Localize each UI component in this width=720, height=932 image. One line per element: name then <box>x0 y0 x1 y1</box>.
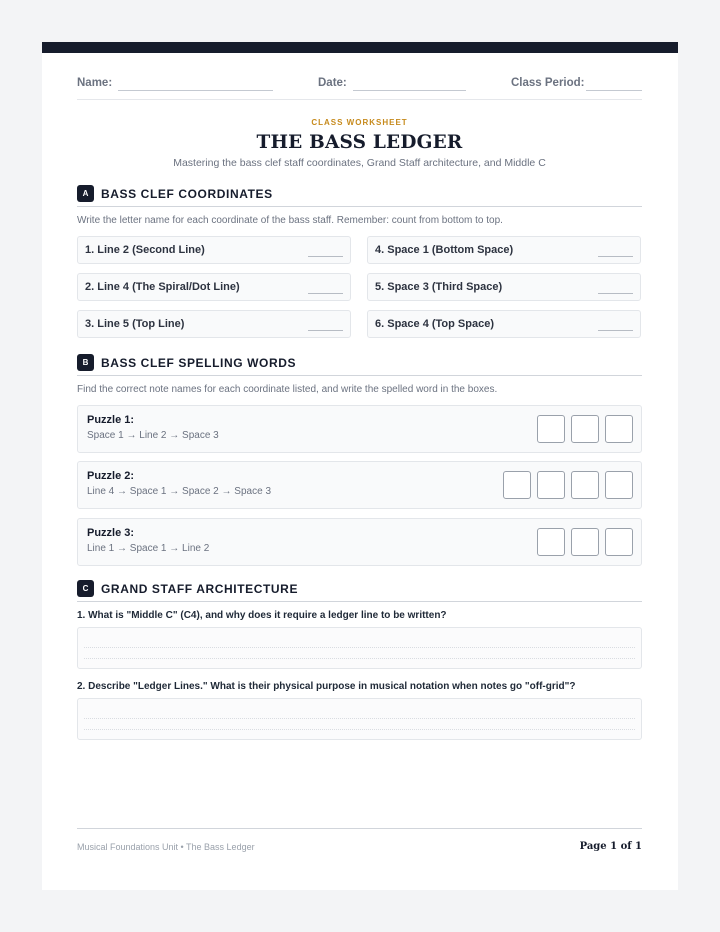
letter-box[interactable] <box>537 415 565 443</box>
coordinate-answer-line[interactable] <box>308 330 343 331</box>
top-accent-bar <box>42 42 678 53</box>
worksheet-eyebrow: CLASS WORKSHEET <box>311 118 408 127</box>
puzzle-card <box>77 518 642 566</box>
coordinate-item <box>77 310 351 338</box>
answer-box-1[interactable] <box>77 627 642 669</box>
question-1: 1. What is "Middle C" (C4), and why does it require a ledger line to be written? <box>77 610 447 621</box>
section-c-title: GRAND STAFF ARCHITECTURE <box>101 582 299 596</box>
section-a-rule <box>77 206 642 207</box>
answer-guide-line <box>84 718 635 719</box>
class-period-field[interactable] <box>586 90 642 91</box>
letter-box[interactable] <box>605 528 633 556</box>
coordinate-answer-line[interactable] <box>308 293 343 294</box>
section-b-badge: B <box>77 354 94 371</box>
section-a-instruction: Write the letter name for each coordinate of the bass staff. Remember: count from bottom to top. <box>77 215 503 226</box>
puzzle-sequence: Line 1 → Space 1 → Line 2 <box>87 543 210 554</box>
page-number: Page 1 of 1 <box>579 841 642 852</box>
coordinate-answer-line[interactable] <box>598 293 633 294</box>
answer-guide-line <box>84 647 635 648</box>
section-a-title: BASS CLEF COORDINATES <box>101 187 273 201</box>
coordinate-item <box>77 236 351 264</box>
coordinate-label: 4. Space 1 (Bottom Space) <box>375 244 514 256</box>
puzzle-sequence: Line 4 → Space 1 → Space 2 → Space 3 <box>87 486 271 497</box>
coordinate-label: 1. Line 2 (Second Line) <box>85 244 205 256</box>
letter-boxes <box>537 415 633 443</box>
letter-box[interactable] <box>571 528 599 556</box>
letter-box[interactable] <box>537 528 565 556</box>
section-b-title: BASS CLEF SPELLING WORDS <box>101 356 297 370</box>
coordinate-item <box>367 310 641 338</box>
letter-box[interactable] <box>503 471 531 499</box>
footer-unit-label: Musical Foundations Unit • The Bass Ledger <box>77 842 255 852</box>
section-a-header <box>77 185 642 205</box>
section-c-rule <box>77 601 642 602</box>
coordinate-label: 2. Line 4 (The Spiral/Dot Line) <box>85 281 240 293</box>
student-info-fields <box>77 77 642 101</box>
section-a-badge: A <box>77 185 94 202</box>
section-b-rule <box>77 375 642 376</box>
question-2: 2. Describe "Ledger Lines." What is their physical purpose in musical notation when notes go "off-grid"? <box>77 681 576 692</box>
letter-boxes <box>537 528 633 556</box>
letter-box[interactable] <box>571 471 599 499</box>
puzzle-card <box>77 461 642 509</box>
worksheet-title: THE BASS LEDGER <box>256 132 463 153</box>
puzzle-title: Puzzle 1: <box>87 414 135 426</box>
coordinate-label: 5. Space 3 (Third Space) <box>375 281 503 293</box>
answer-guide-line <box>84 729 635 730</box>
puzzle-title: Puzzle 3: <box>87 527 135 539</box>
section-c-badge: C <box>77 580 94 597</box>
letter-box[interactable] <box>537 471 565 499</box>
coordinate-item <box>77 273 351 301</box>
letter-box[interactable] <box>571 415 599 443</box>
worksheet-page <box>42 42 678 890</box>
answer-guide-line <box>84 658 635 659</box>
answer-box-2[interactable] <box>77 698 642 740</box>
coordinate-label: 3. Line 5 (Top Line) <box>85 318 185 330</box>
header-divider <box>77 99 642 100</box>
section-b-instruction: Find the correct note names for each coordinate listed, and write the spelled word in the boxes. <box>77 384 498 395</box>
coordinate-label: 6. Space 4 (Top Space) <box>375 318 495 330</box>
puzzle-card <box>77 405 642 453</box>
coordinate-item <box>367 236 641 264</box>
puzzle-title: Puzzle 2: <box>87 470 135 482</box>
coordinate-answer-line[interactable] <box>598 330 633 331</box>
date-field[interactable] <box>353 90 466 91</box>
worksheet-subtitle: Mastering the bass clef staff coordinates, Grand Staff architecture, and Middle C <box>173 157 546 169</box>
coordinate-item <box>367 273 641 301</box>
footer-divider <box>77 828 642 829</box>
letter-box[interactable] <box>605 415 633 443</box>
section-c-header <box>77 580 642 600</box>
class-period-label: Class Period: <box>511 77 585 89</box>
coordinate-answer-line[interactable] <box>308 256 343 257</box>
puzzle-sequence: Space 1 → Line 2 → Space 3 <box>87 430 219 441</box>
section-b-header <box>77 354 642 374</box>
name-label: Name: <box>77 77 113 89</box>
date-label: Date: <box>318 77 347 89</box>
letter-boxes <box>503 471 633 499</box>
coordinate-answer-line[interactable] <box>598 256 633 257</box>
letter-box[interactable] <box>605 471 633 499</box>
name-field[interactable] <box>118 90 273 91</box>
